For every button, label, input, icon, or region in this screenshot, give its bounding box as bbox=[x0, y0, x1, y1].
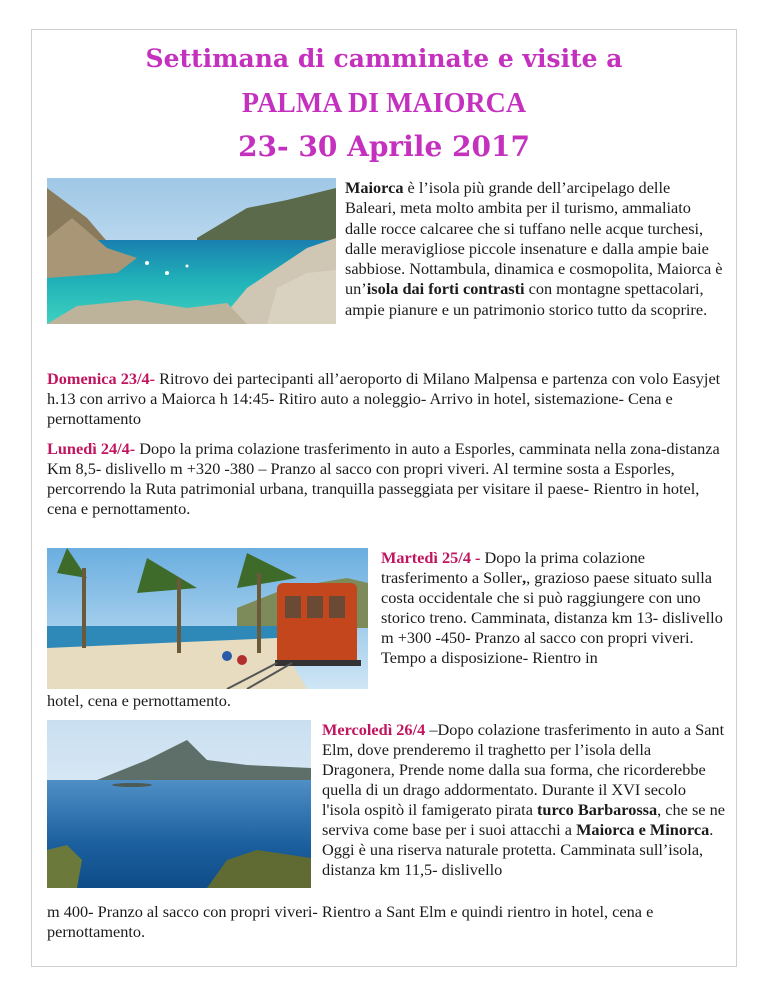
tram-photo bbox=[47, 548, 368, 689]
day-wednesday-islands: Maiorca e Minorca bbox=[576, 820, 710, 839]
title-line-3: 23- 30 Aprile 2017 bbox=[238, 130, 530, 163]
day-tuesday-text-b: , grazioso paese situato sulla costa occidentale che si può raggiungere con uno storico treno. Camminata, distanza km 13- dislivello m +300 -450- Pranzo al sacco con propri viveri. Tempo a disposizione- Rientro in bbox=[381, 568, 723, 667]
day-tuesday-end: hotel, cena e pernottamento. bbox=[47, 691, 231, 710]
intro-text-1: è l’isola più grande dell’arcipelago delle Baleari, meta molto ambita per il turismo, ammaliato dalle rocce calcaree che si tuffano nelle acque turchesi, dalle meravigliose piccole insenature e dalla ampie baie sabbiose. Nottambula, dinamica e cosmopolita, Maiorca è un’ bbox=[345, 178, 723, 299]
day-wednesday-text-a: –Dopo colazione trasferimento in auto a Sant Elm, dove prenderemo il traghetto per l’isola della Dragonera, Prende nome dalla sua forma, che ricorderebbe quella di un drago addormentato. Durante il XVI secolo l'isola ospitò il famigerato pirata bbox=[322, 720, 725, 819]
day-sunday-text: Ritrovo dei partecipanti all’aeroporto di Milano Malpensa e partenza con volo Easyjet h.13 con arrivo a Maiorca h 14:45- Ritiro auto a noleggio- Arrivo in hotel, sistemazione- Cena e pernottamento bbox=[47, 369, 721, 428]
day-sunday-title: Domenica 23/4- bbox=[47, 369, 156, 388]
day-monday bbox=[47, 439, 727, 519]
intro-text-2: con montagne spettacolari, ampie pianure e un patrimonio storico tutto da scoprire. bbox=[345, 279, 708, 319]
day-monday-text: Dopo la prima colazione trasferimento in auto a Esporles, camminata nella zona-distanza Km 8,5- dislivello m +320 -380 – Pranzo al sacco con propri viveri. Al termine sosta a Esporles, percorrendo la Ruta patrimonial urbana, tranquilla passeggiata per visitare il paese- Rientro in hotel, cena e pernottamento. bbox=[47, 439, 720, 518]
intro-paragraph bbox=[345, 178, 725, 320]
day-wednesday-title: Mercoledì 26/4 bbox=[322, 720, 426, 739]
island-photo bbox=[47, 720, 311, 888]
day-monday-title: Lunedì 24/4- bbox=[47, 439, 136, 458]
intro-maiorca: Maiorca bbox=[345, 178, 404, 197]
title-line-1: Settimana di camminate e visite a bbox=[145, 44, 623, 73]
intro-highlight: isola dai forti contrasti bbox=[366, 279, 525, 299]
day-tuesday-title: Martedì 25/4 - bbox=[381, 548, 481, 567]
title-line-2: PALMA DI MAIORCA bbox=[241, 88, 527, 119]
cove-photo bbox=[47, 178, 336, 324]
day-tuesday bbox=[381, 548, 727, 668]
day-wednesday-pirate: turco Barbarossa bbox=[537, 800, 658, 819]
day-tuesday-text-a: Dopo la prima colazione trasferimento a Soller bbox=[381, 548, 646, 587]
day-tuesday-comma: , bbox=[522, 568, 527, 587]
day-wednesday bbox=[322, 720, 727, 880]
day-sunday bbox=[47, 369, 727, 429]
day-wednesday-text-c: , che se ne serviva come base per i suoi attacchi a bbox=[322, 800, 725, 839]
day-wednesday-end: m 400- Pranzo al sacco con propri viveri- Rientro a Sant Elm e quindi rientro in hotel, cena e pernottamento. bbox=[47, 902, 654, 941]
day-wednesday-text-e: . Oggi è una riserva naturale protetta. Camminata sull’isola, distanza km 11,5- dislivello bbox=[322, 820, 714, 879]
